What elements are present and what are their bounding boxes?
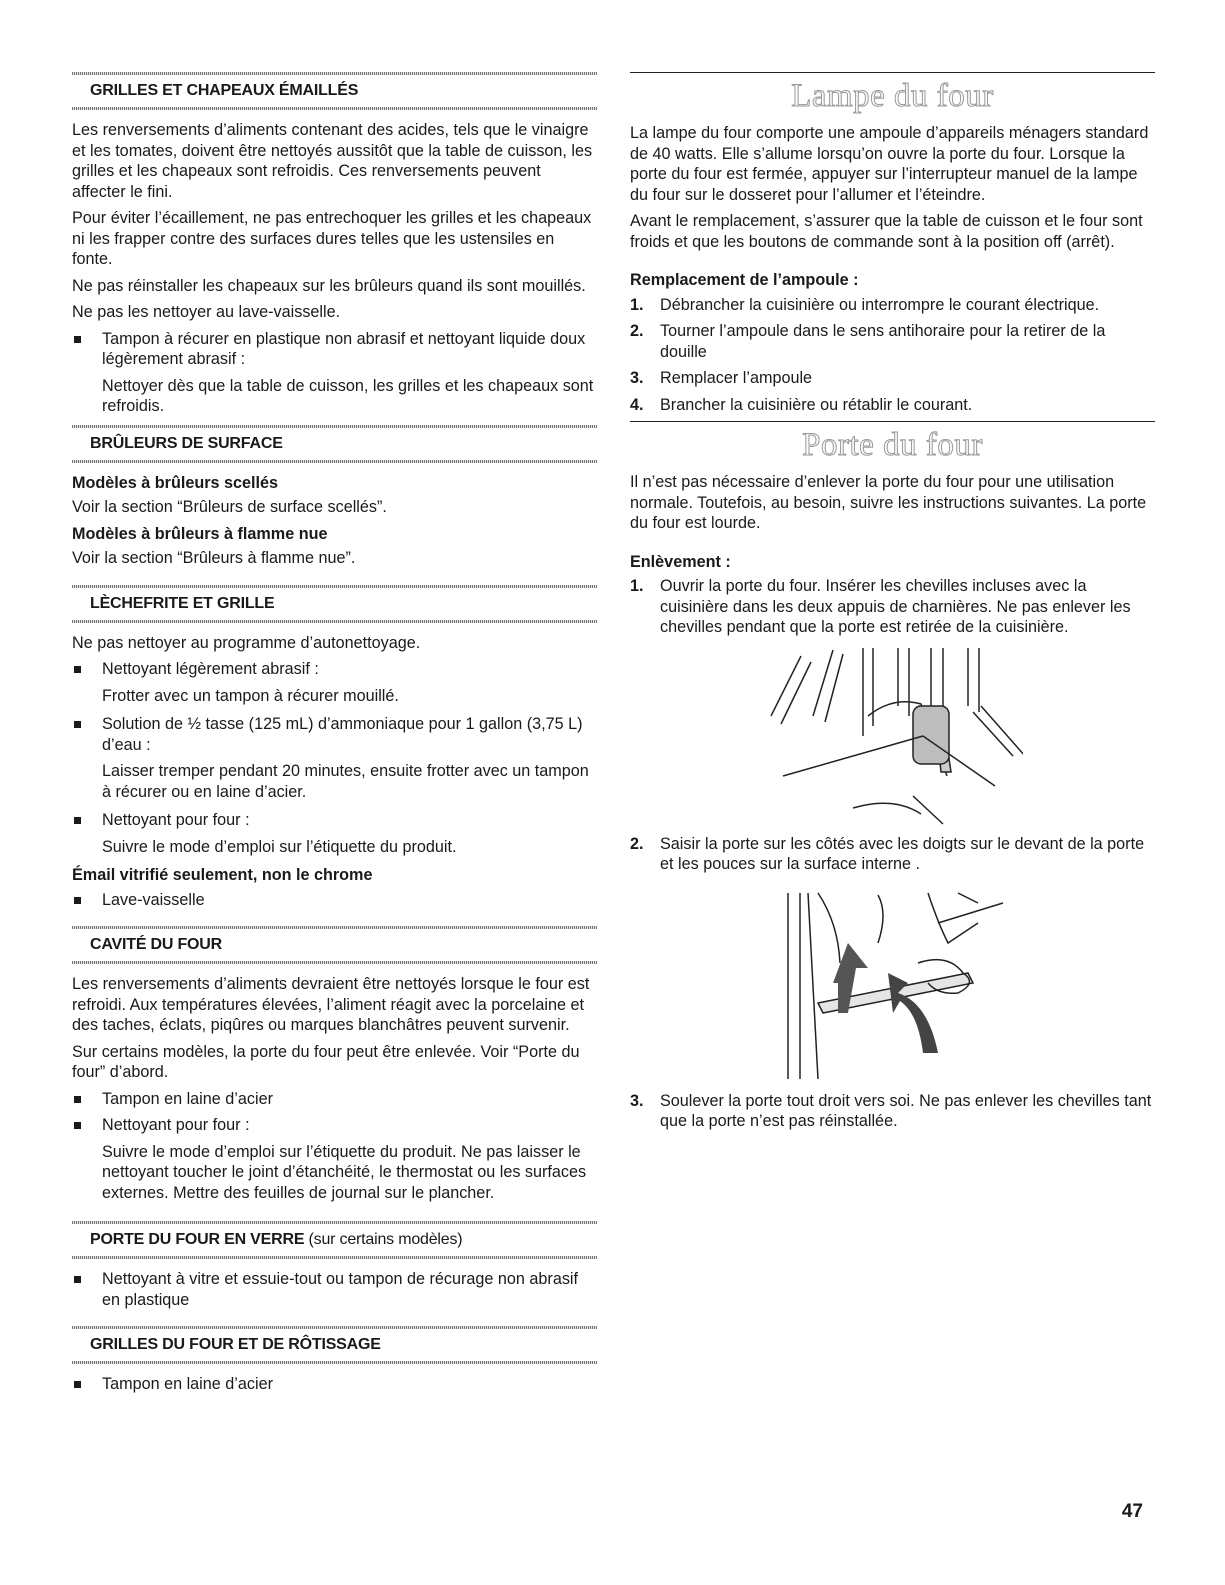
step-item: 2. Saisir la porte sur les côtés avec les doigts sur le devant de la porte et les pouces sur la surface interne . (630, 834, 1145, 873)
bullet-item: Tampon en laine d’acier (72, 1089, 597, 1110)
paragraph: Ne pas réinstaller les chapeaux sur les brûleurs quand ils sont mouillés. (72, 276, 586, 295)
subheading: Modèles à brûleurs scellés (72, 473, 279, 492)
section-title: Lampe du four (791, 78, 994, 114)
subheading: Modèles à brûleurs à flamme nue (72, 524, 328, 543)
step-item: 1. Ouvrir la porte du four. Insérer les chevilles incluses avec la cuisinière dans les deux appuis de charnières. Ne pas enlever les chevilles pendant que la porte est retirée de la cuisinière. (630, 577, 1131, 636)
section-title: GRILLES ET CHAPEAUX ÉMAILLÉS (90, 82, 359, 99)
right-column (630, 72, 1155, 1138)
bullet-icon (74, 897, 81, 904)
bullet-icon (74, 1122, 81, 1129)
section-header (72, 1326, 597, 1364)
paragraph: Ne pas nettoyer au programme d’autonettoyage. (72, 633, 421, 652)
bullet-icon (74, 1096, 81, 1103)
bullet-icon (74, 721, 81, 728)
step-item: 3. Soulever la porte tout droit vers soi. Ne pas enlever les chevilles tant que la porte n’est pas réinstallée. (630, 1091, 1152, 1130)
paragraph: La lampe du four comporte une ampoule d’appareils ménagers standard de 40 watts. Elle s’allume lorsqu’on ouvre la porte du four. Lorsque la porte du four est fermée, appuyer sur l’interrupteur manuel de la lampe du four sur le dosseret pour l’allumer et l’éteindre. (630, 124, 1149, 204)
section-header (72, 72, 597, 110)
door-lift-illustration (778, 883, 1008, 1083)
bullet-item: Nettoyant pour four : (72, 1115, 597, 1136)
bullet-item: Nettoyant à vitre et essuie-tout ou tampon de récurage non abrasif en plastique (72, 1269, 597, 1310)
section-title: BRÛLEURS DE SURFACE (90, 434, 283, 452)
bullet-item: Nettoyant légèrement abrasif : (72, 659, 597, 680)
paragraph: Sur certains modèles, la porte du four peut être enlevée. Voir “Porte du four” d’abord. (72, 1042, 580, 1081)
step-item: 1. Débrancher la cuisinière ou interrompre le courant électrique. (630, 295, 1100, 314)
bullet-icon (74, 1276, 81, 1283)
section-title: PORTE DU FOUR EN VERRE (sur certains modèles) (90, 1231, 463, 1248)
section-header (72, 585, 597, 623)
step-item: 3. Remplacer l’ampoule (630, 369, 813, 387)
subheading: Enlèvement : (630, 552, 731, 571)
page-number: 47 (1121, 1501, 1143, 1522)
subheading: Remplacement de l’ampoule : (630, 271, 859, 289)
bullet-item: Solution de ½ tasse (125 mL) d’ammoniaque pour 1 gallon (3,75 L) d’eau : (72, 714, 597, 755)
bullet-item: Tampon en laine d’acier (72, 1374, 597, 1395)
paragraph: Les renversements d’aliments contenant des acides, tels que le vinaigre et les tomates, doivent être nettoyés aussitôt que la table de cuisson, les grilles et les chapeaux sont refroidis. Ces renversements peuvent affecter le fini. (72, 121, 593, 201)
section-header (72, 425, 597, 463)
divider (630, 72, 1155, 73)
bullet-item: Lave-vaisselle (72, 890, 597, 911)
section-header (72, 1221, 597, 1259)
paragraph: Les renversements d’aliments devraient être nettoyés lorsque le four est refroidi. Aux températures élevées, l’aliment réagit avec la porcelaine et des taches, éclats, piqûres ou marques blanchâtres peuvent survenir. (72, 975, 590, 1034)
section-title: CAVITÉ DU FOUR (90, 936, 223, 953)
section-title: Porte du four (802, 427, 983, 463)
step-item: 4. Brancher la cuisinière ou rétablir le courant. (630, 395, 973, 414)
bullet-detail: Laisser tremper pendant 20 minutes, ensuite frotter avec un tampon à récurer ou en laine d’acier. (102, 762, 589, 801)
bullet-detail: Suivre le mode d’emploi sur l’étiquette du produit. Ne pas laisser le nettoyant toucher le joint d’étanchéité, le thermostat ou les surfaces externes. Mettre des feuilles de journal sur le plancher. (102, 1142, 587, 1202)
steps-list (630, 295, 1155, 416)
left-column (72, 72, 597, 1401)
section-title: LÈCHEFRITE ET GRILLE (90, 594, 275, 612)
bullet-detail: Suivre le mode d’emploi sur l’étiquette du produit. (102, 837, 457, 856)
paragraph: Voir la section “Brûleurs de surface scellés”. (72, 498, 387, 516)
subheading: Émail vitrifié seulement, non le chrome (72, 866, 373, 884)
bullet-item: Nettoyant pour four : (72, 810, 597, 831)
bullet-icon (74, 1381, 81, 1388)
step-item: 2. Tourner l’ampoule dans le sens antihoraire pour la retirer de la douille (630, 322, 1106, 361)
paragraph: Avant le remplacement, s’assurer que la table de cuisson et le four sont froids et que les boutons de commande sont à la position off (arrêt). (630, 212, 1143, 251)
bullet-detail: Nettoyer dès que la table de cuisson, les grilles et les chapeaux sont refroidis. (102, 376, 594, 415)
section-header (72, 926, 597, 964)
bullet-icon (74, 666, 81, 673)
hinge-pin-illustration (763, 646, 1023, 826)
bullet-icon (74, 336, 81, 343)
paragraph: Ne pas les nettoyer au lave-vaisselle. (72, 303, 341, 321)
paragraph: Il n’est pas nécessaire d’enlever la porte du four pour une utilisation normale. Toutefois, au besoin, suivre les instructions suivantes. La porte du four est lourde. (630, 473, 1147, 532)
bullet-item: Tampon à récurer en plastique non abrasif et nettoyant liquide doux légèrement abrasif : (72, 329, 597, 370)
bullet-icon (74, 817, 81, 824)
paragraph: Voir la section “Brûleurs à flamme nue”. (72, 549, 356, 567)
section-title: GRILLES DU FOUR ET DE RÔTISSAGE (90, 1336, 381, 1353)
bullet-detail: Frotter avec un tampon à récurer mouillé. (102, 686, 399, 705)
paragraph: Pour éviter l’écaillement, ne pas entrechoquer les grilles et les chapeaux ni les frapper contre des surfaces dures telles que les ustensiles en fonte. (72, 209, 592, 268)
divider (630, 421, 1155, 422)
